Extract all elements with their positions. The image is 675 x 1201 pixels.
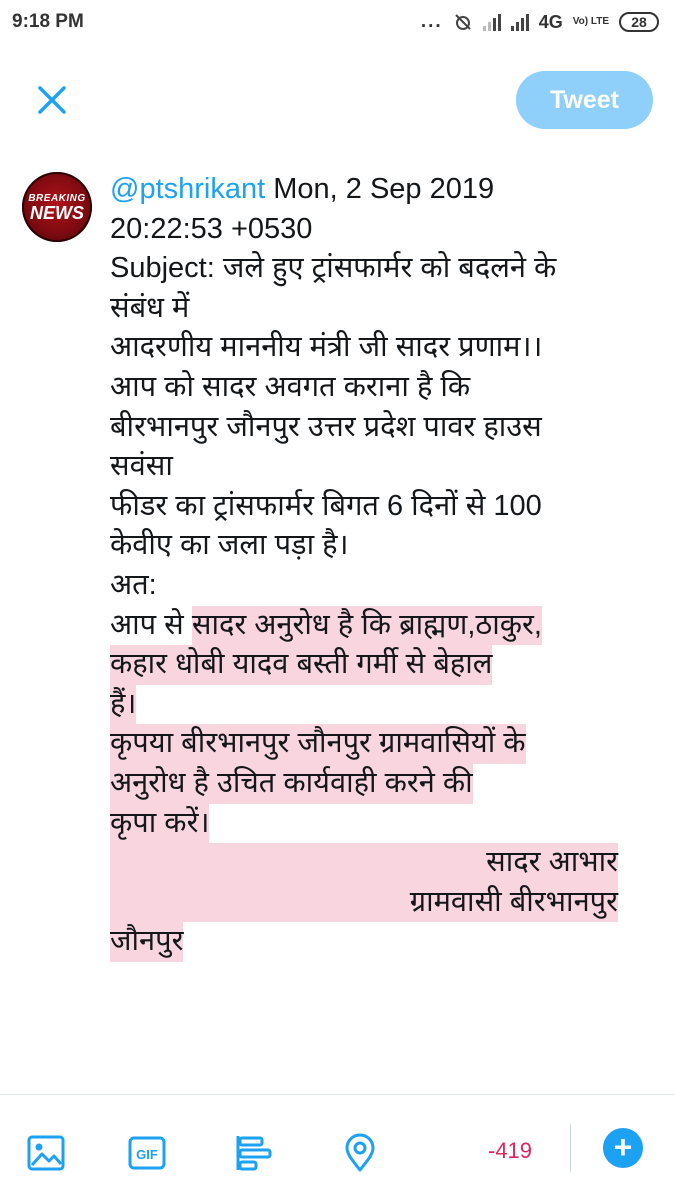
compose-line: बीरभानपुर जौनपुर उत्तर प्रदेश पावर हाउस <box>110 410 542 443</box>
overflow-highlight: कहार धोबी यादव बस्ती गर्मी से बेहाल <box>110 645 492 685</box>
poll-icon[interactable] <box>234 1133 274 1173</box>
mention-link[interactable]: @ptshrikant <box>110 173 266 205</box>
compose-line <box>110 645 640 685</box>
avatar-text-top: BREAKING <box>28 192 86 204</box>
compose-toolbar <box>0 1094 675 1201</box>
volte-indicator: Vo) LTE <box>572 16 609 27</box>
compose-text-normal: आप से <box>110 608 192 641</box>
plus-icon: + <box>613 1129 633 1165</box>
overflow-highlight: सादर अनुरोध है कि ब्राह्मण,ठाकुर, <box>192 606 542 646</box>
overflow-highlight: कृपया बीरभानपुर जौनपुर ग्रामवासियों के <box>110 724 526 764</box>
notification-dots: ... <box>420 11 443 32</box>
compose-line <box>110 922 640 962</box>
compose-line: आप को सादर अवगत कराना है कि <box>110 370 471 403</box>
signal-icon-2 <box>511 13 529 31</box>
compose-date: Mon, 2 Sep 2019 <box>265 173 495 205</box>
compose-line <box>110 804 640 844</box>
tweet-compose-text[interactable] <box>110 170 640 962</box>
compose-line <box>110 170 640 210</box>
compose-line <box>110 764 640 804</box>
compose-line-signoff: सादर आभार <box>110 843 618 883</box>
gif-icon[interactable] <box>127 1133 167 1173</box>
add-tweet-button[interactable] <box>603 1128 643 1168</box>
location-icon[interactable] <box>340 1133 380 1173</box>
compose-line: Subject: जले हुए ट्रांसफार्मर को बदलने के <box>110 252 557 285</box>
close-icon <box>36 84 68 116</box>
toolbar-divider <box>570 1124 571 1172</box>
compose-line: फीडर का ट्रांसफार्मर बिगत 6 दिनों से 100 <box>110 489 542 522</box>
compose-line: संबंध में <box>110 291 190 324</box>
overflow-highlight: हैं। <box>110 685 136 725</box>
compose-line: 20:22:53 +0530 <box>110 212 313 245</box>
overflow-highlight: कृपा करें। <box>110 804 209 844</box>
overflow-highlight: जौनपुर <box>110 922 183 962</box>
alarm-off-icon <box>453 12 473 32</box>
character-counter: -419 <box>488 1138 533 1163</box>
status-time: 9:18 PM <box>12 11 84 32</box>
compose-line <box>110 724 640 764</box>
compose-line: अत: <box>110 568 157 601</box>
compose-line <box>110 685 640 725</box>
signal-icon-1 <box>483 13 501 31</box>
compose-line-signoff: ग्रामवासी बीरभानपुर <box>110 883 618 923</box>
compose-line: आदरणीय माननीय मंत्री जी सादर प्रणाम।। <box>110 331 543 364</box>
image-icon[interactable] <box>26 1133 66 1173</box>
avatar <box>22 172 92 242</box>
close-button[interactable] <box>34 82 70 118</box>
compose-line: सवंसा <box>110 450 173 483</box>
svg-text:GIF: GIF <box>136 1147 158 1162</box>
compose-line: केवीए का जला पड़ा है। <box>110 529 349 562</box>
tweet-button[interactable]: Tweet <box>516 71 653 129</box>
battery-icon: 28 <box>619 12 659 32</box>
status-icons <box>421 11 659 33</box>
status-bar <box>0 0 675 44</box>
overflow-highlight: अनुरोध है उचित कार्यवाही करने की <box>110 764 473 804</box>
network-type: 4G <box>538 11 563 32</box>
compose-line <box>110 606 640 646</box>
avatar-text-bottom: NEWS <box>30 202 84 223</box>
